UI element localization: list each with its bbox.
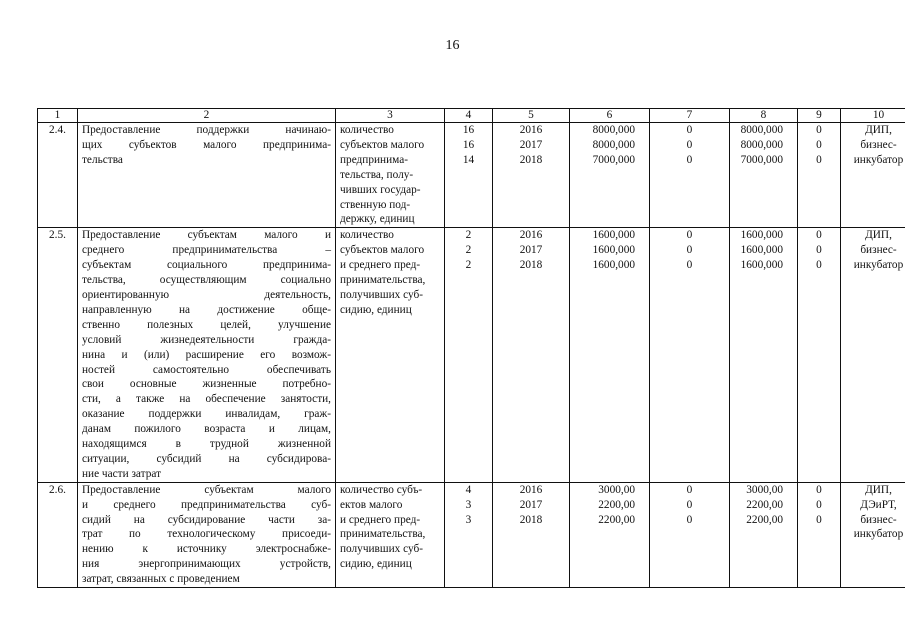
cell-line: 2017 — [519, 498, 543, 511]
cell-line: ДЭиРТ, — [860, 498, 897, 511]
cell-line: 2200,00 — [746, 498, 783, 511]
cell-line: ДИП, — [865, 483, 892, 496]
cell-line: 8000,000 — [592, 138, 635, 151]
program-measures-table — [37, 108, 905, 588]
cell-line: субъектов малого — [340, 244, 425, 257]
total-funding-cell — [570, 482, 650, 587]
cell-line: нина и (или) расширение его возмож- — [82, 348, 331, 361]
cell-line: субъектов малого — [340, 138, 425, 151]
cell-line: ориентированную деятельность, — [82, 288, 331, 301]
cell-line: субъектам социального предпринима- — [82, 259, 331, 272]
cell-line: тельства, осуществляющим социально — [82, 274, 331, 287]
cell-line: инкубатор — [853, 528, 904, 541]
executor-cell — [841, 123, 905, 228]
cell-line: ДИП, — [865, 124, 892, 136]
total-funding-cell — [570, 123, 650, 228]
cell-line: 0 — [686, 138, 693, 151]
column-header-8: 8 — [730, 109, 798, 123]
other-funding-cell — [798, 482, 841, 587]
federal-funding-cell — [650, 123, 730, 228]
cell-line: сидий на субсидирование части за- — [82, 513, 331, 526]
cell-line: ситуации, субсидий на субсидирова- — [82, 452, 331, 465]
cell-line: 0 — [686, 498, 693, 511]
cell-line: 2018 — [519, 153, 543, 166]
cell-line: данам пожилого возраста и лицам, — [82, 423, 331, 436]
cell-line: 2200,00 — [746, 513, 783, 526]
cell-line: 2200,00 — [598, 498, 635, 511]
cell-line: держку, единиц — [340, 213, 415, 226]
cell-line: 2018 — [519, 259, 543, 272]
cell-line: 2200,00 — [598, 513, 635, 526]
indicator-cell — [336, 123, 445, 228]
cell-line: 0 — [816, 138, 822, 151]
indicator-cell — [336, 482, 445, 587]
indicator-value-cell — [445, 482, 493, 587]
cell-line: свои основные жизненные потребно- — [82, 378, 331, 391]
indicator-value-cell — [445, 228, 493, 482]
cell-line: 0 — [816, 513, 822, 526]
cell-line: сти, а также на обеспечение занятости, — [82, 393, 331, 406]
column-header-5: 5 — [493, 109, 570, 123]
year-cell — [493, 123, 570, 228]
cell-line: 2 — [465, 259, 472, 272]
cell-line: 1600,000 — [592, 229, 635, 242]
cell-line: инкубатор — [853, 153, 904, 166]
cell-line: сидию, единиц — [340, 558, 412, 571]
cell-line: нению к источнику электроснабже- — [82, 543, 331, 556]
column-header-3: 3 — [336, 109, 445, 123]
cell-line: 0 — [686, 124, 693, 136]
cell-line: количество — [340, 229, 394, 242]
cell-line: принимательства, — [340, 528, 426, 541]
column-header-1: 1 — [38, 109, 78, 123]
column-number-row — [38, 109, 905, 123]
cell-line: получивших суб- — [340, 543, 423, 556]
federal-funding-cell — [650, 482, 730, 587]
cell-line: 7000,000 — [592, 153, 635, 166]
column-header-9: 9 — [798, 109, 841, 123]
cell-line: ностей самостоятельно обеспечивать — [82, 363, 331, 376]
other-funding-cell — [798, 228, 841, 482]
indicator-cell — [336, 228, 445, 482]
column-header-10: 10 — [841, 109, 905, 123]
cell-line: и среднего пред- — [340, 259, 421, 272]
cell-line: предпринима- — [340, 153, 408, 166]
cell-line: тельства — [82, 153, 123, 166]
table-body — [38, 109, 905, 588]
cell-line: бизнес- — [860, 513, 897, 526]
row-number-cell: 2.4. — [38, 123, 78, 228]
cell-line: 4 — [465, 483, 472, 496]
regional-funding-cell — [730, 228, 798, 482]
cell-line: 0 — [686, 244, 693, 257]
cell-line: 16 — [462, 124, 475, 136]
executor-cell — [841, 482, 905, 587]
federal-funding-cell — [650, 228, 730, 482]
cell-line: 1600,000 — [740, 229, 783, 242]
measure-description-cell — [78, 482, 336, 587]
cell-line: бизнес- — [860, 244, 897, 257]
column-header-6: 6 — [570, 109, 650, 123]
cell-line: 0 — [686, 153, 693, 166]
cell-line: 0 — [816, 244, 822, 257]
cell-line: 2 — [465, 244, 472, 257]
cell-line: бизнес- — [860, 138, 897, 151]
cell-line: условий жизнедеятельности гражда- — [82, 333, 331, 346]
cell-line: и среднего предпринимательства суб- — [82, 498, 331, 511]
cell-line: 8000,000 — [740, 124, 783, 136]
cell-line: 3000,00 — [746, 483, 783, 496]
cell-line: 2018 — [519, 513, 543, 526]
page-number: 16 — [445, 38, 460, 53]
cell-line: 2017 — [519, 244, 543, 257]
cell-line: 0 — [816, 124, 822, 136]
total-funding-cell — [570, 228, 650, 482]
cell-line: 8000,000 — [740, 138, 783, 151]
cell-line: ДИП, — [865, 229, 892, 242]
column-header-2: 2 — [78, 109, 336, 123]
cell-line: 7000,000 — [740, 153, 783, 166]
year-cell — [493, 228, 570, 482]
cell-line: 0 — [686, 259, 693, 272]
cell-line: затрат, связанных с проведением — [82, 573, 240, 586]
cell-line: ния энергопринимающих устройств, — [82, 558, 331, 571]
cell-line: тельства, полу- — [340, 168, 414, 181]
cell-line: оказание поддержки инвалидам, граж- — [82, 408, 331, 421]
cell-line: 16 — [462, 138, 475, 151]
cell-line: и среднего пред- — [340, 513, 421, 526]
cell-line: 1600,000 — [740, 259, 783, 272]
cell-line: получивших суб- — [340, 288, 423, 301]
measure-description-cell — [78, 228, 336, 482]
cell-line: среднего предпринимательства – — [82, 244, 331, 257]
cell-line: Предоставление поддержки начинаю- — [82, 124, 331, 136]
column-header-4: 4 — [445, 109, 493, 123]
cell-line: 1600,000 — [740, 244, 783, 257]
row-number-cell: 2.6. — [38, 482, 78, 587]
regional-funding-cell — [730, 123, 798, 228]
column-header-7: 7 — [650, 109, 730, 123]
cell-line: направленную на достижение обще- — [82, 303, 331, 316]
cell-line: инкубатор — [853, 259, 904, 272]
cell-line: 8000,000 — [592, 124, 635, 136]
cell-line: 0 — [686, 229, 693, 242]
measure-description-cell — [78, 123, 336, 228]
cell-line: принимательства, — [340, 274, 426, 287]
other-funding-cell — [798, 123, 841, 228]
cell-line: 3 — [465, 513, 472, 526]
cell-line: 2016 — [519, 124, 543, 136]
cell-line: 2016 — [519, 483, 543, 496]
regional-funding-cell — [730, 482, 798, 587]
cell-line: чивших государ- — [340, 183, 421, 196]
cell-line: 0 — [816, 483, 822, 496]
table-row — [38, 228, 905, 482]
year-cell — [493, 482, 570, 587]
table-row — [38, 123, 905, 228]
cell-line: 0 — [686, 483, 693, 496]
cell-line: Предоставление субъектам малого и — [82, 229, 331, 242]
cell-line: 1600,000 — [592, 259, 635, 272]
cell-line: сидию, единиц — [340, 303, 412, 316]
cell-line: ственную под- — [340, 198, 411, 211]
cell-line: 0 — [816, 153, 822, 166]
executor-cell — [841, 228, 905, 482]
cell-line: 1600,000 — [592, 244, 635, 257]
cell-line: ектов малого — [340, 498, 403, 511]
cell-line: ние части затрат — [82, 467, 162, 480]
cell-line: 0 — [816, 229, 822, 242]
cell-line: 3 — [465, 498, 472, 511]
cell-line: 2 — [465, 229, 472, 242]
cell-line: 14 — [462, 153, 475, 166]
cell-line: Предоставление субъектам малого — [82, 483, 331, 496]
cell-line: количество субъ- — [340, 483, 423, 496]
indicator-value-cell — [445, 123, 493, 228]
cell-line: находящимся в трудной жизненной — [82, 438, 331, 451]
cell-line: 2016 — [519, 229, 543, 242]
cell-line: количество — [340, 124, 394, 136]
cell-line: 0 — [816, 498, 822, 511]
cell-line: 3000,00 — [598, 483, 635, 496]
table-row — [38, 482, 905, 587]
cell-line: 2017 — [519, 138, 543, 151]
cell-line: трат по технологическому присоеди- — [82, 528, 331, 541]
cell-line: ственно полезных целей, улучшение — [82, 318, 331, 331]
cell-line: 0 — [686, 513, 693, 526]
row-number-cell: 2.5. — [38, 228, 78, 482]
cell-line: 0 — [816, 259, 822, 272]
cell-line: щих субъектов малого предпринима- — [82, 138, 331, 151]
